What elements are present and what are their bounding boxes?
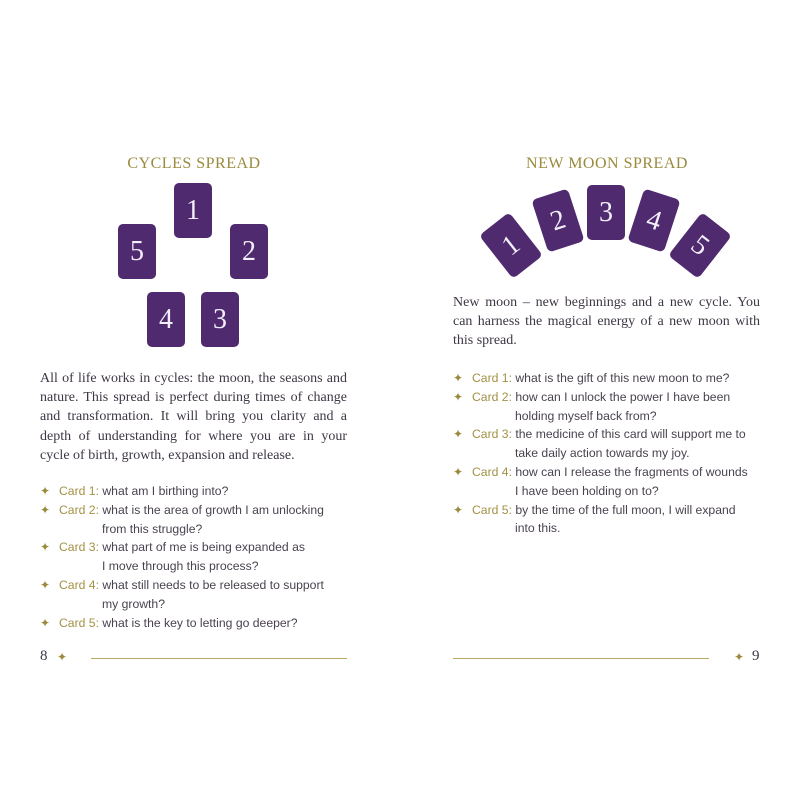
question-label: Card 4: [59,577,99,592]
question-text-cont: into this. [515,521,561,536]
star-icon: ✦ [734,650,745,664]
question-text: what is the key to letting go deeper? [102,615,298,630]
question-text-cont: I move through this process? [102,559,259,574]
question-item [453,369,773,388]
spread-description: New moon – new beginnings and a new cycle. You can harness the magical energy of a new moon with this spread. [453,295,760,349]
card-4: 4 [147,292,185,347]
question-text-cont: take daily action towards my joy. [515,446,690,461]
question-item [453,463,773,501]
question-label: Card 4: [472,464,512,479]
question-text-cont: holding myself back from? [515,408,657,423]
question-label: Card 2: [59,502,99,517]
card-3: 3 [587,185,625,240]
question-text: how can I unlock the power I have been [515,389,731,404]
question-text: the medicine of this card will support me to [515,427,746,442]
question-text: what is the gift of this new moon to me? [515,371,730,385]
question-label: Card 3: [472,427,512,442]
question-item [40,538,360,576]
card-1: 1 [479,212,543,279]
page-number: 8 [40,648,48,664]
question-text: what part of me is being expanded as [102,540,305,555]
question-text-cont: I have been holding on to? [515,483,659,498]
question-text-cont: my growth? [102,596,165,611]
card-5: 5 [668,212,732,279]
question-list [40,482,360,632]
question-list [453,369,773,538]
star-icon: ✦ [453,427,464,442]
page-number: 9 [752,648,760,664]
question-text: what am I birthing into? [102,484,229,498]
spread-description: All of life works in cycles: the moon, the seasons and nature. This spread is perfect during times of change and transformation. It will bring you clarity and a depth of understanding for where you are in your cycle of birth, growth, expansion and release. [40,371,347,463]
star-icon: ✦ [40,502,51,517]
star-icon: ✦ [40,484,51,498]
star-icon: ✦ [453,389,464,404]
footer-rule [453,658,709,659]
question-item [40,576,360,614]
star-icon: ✦ [453,464,464,479]
question-label: Card 1: [472,371,512,385]
card-1: 1 [174,183,212,238]
question-item [453,425,773,463]
spread-title: NEW MOON SPREAD [526,155,688,172]
star-icon: ✦ [453,502,464,517]
question-text: what is the area of growth I am unlocking [102,502,324,517]
star-icon: ✦ [57,650,68,664]
card-2: 2 [230,224,268,279]
question-label: Card 5: [59,615,99,630]
question-text-cont: from this struggle? [102,521,203,536]
spread-title: CYCLES SPREAD [127,155,261,172]
question-item [453,388,773,426]
card-2: 2 [531,188,584,252]
card-3: 3 [201,292,239,347]
question-item [40,501,360,539]
question-item [40,482,360,501]
question-label: Card 3: [59,540,99,555]
footer-rule [91,658,347,659]
question-label: Card 2: [472,389,512,404]
question-text: how can I release the fragments of wounds [515,464,748,479]
question-item [40,614,360,633]
star-icon: ✦ [40,540,51,555]
right-page [400,0,800,800]
question-text: what still needs to be released to support [102,577,324,592]
star-icon: ✦ [40,577,51,592]
card-5: 5 [118,224,156,279]
card-4: 4 [627,188,680,252]
star-icon: ✦ [453,371,464,385]
question-item [453,501,773,539]
star-icon: ✦ [40,615,51,630]
question-label: Card 1: [59,484,99,498]
question-text: by the time of the full moon, I will expand [515,502,736,517]
question-label: Card 5: [472,502,512,517]
